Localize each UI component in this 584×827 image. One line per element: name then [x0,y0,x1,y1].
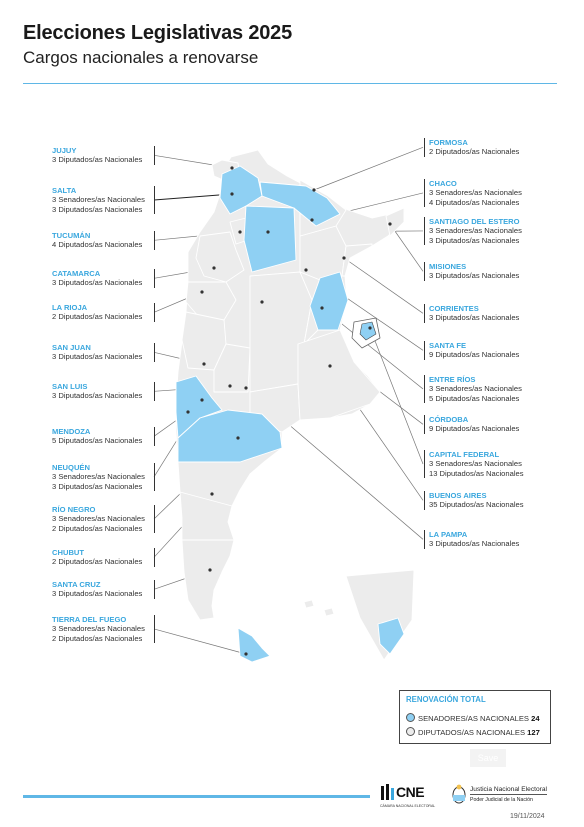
province-seats: 2 Diputados/as Nacionales [52,633,143,643]
province-name: CHUBUT [52,548,85,557]
province-name: JUJUY [52,146,77,155]
province-seats: 3 Diputados/as Nacionales [52,278,143,288]
province-seats: 3 Senadores/as Nacionales [429,188,522,198]
province-label-formosa [424,138,519,157]
province-marker-santa-fe [304,268,307,271]
province-marker-misiones [388,222,391,225]
province-marker-la-pampa [244,386,247,389]
province-label-corrientes [424,304,519,323]
cne-mark-icon [380,784,396,802]
islands-malvinas [304,600,314,608]
legend-senators-total: 24 [531,714,540,723]
province-label-buenos-aires [424,491,524,510]
province-seats: 3 Diputados/as Nacionales [52,589,143,599]
province-seats: 3 Senadores/as Nacionales [52,195,145,205]
province-marker-formosa [312,188,315,191]
footer-date: 19/11/2024 [510,813,545,820]
province-marker-mendoza [186,410,189,413]
province-name: SAN JUAN [52,343,91,352]
legend-title: RENOVACIÓN TOTAL [406,695,486,704]
province-marker-rio-negro [236,436,239,439]
province-seats: 3 Diputados/as Nacionales [52,352,143,362]
province-name: TUCUMÁN [52,231,91,240]
province-name: SAN LUIS [52,382,88,391]
province-name: SANTIAGO DEL ESTERO [429,217,520,226]
province-seats: 4 Diputados/as Nacionales [429,197,520,207]
province-name: MISIONES [429,262,467,271]
province-seats: 3 Senadores/as Nacionales [429,226,522,236]
province-label-la-rioja [52,303,155,322]
province-seats: 3 Diputados/as Nacionales [429,313,520,323]
province-label-entre-rios [424,375,522,403]
footer-divider [23,795,370,798]
province-label-san-luis [52,382,155,401]
province-name: CÓRDOBA [429,415,469,424]
province-marker-salta [230,192,233,195]
province-name: LA PAMPA [429,530,468,539]
province-seats: 13 Diputados/as Nacionales [429,468,524,478]
province-marker-san-luis [228,384,231,387]
coat-of-arms-icon [452,784,466,804]
cne-logo [380,784,436,808]
islands-south [324,608,334,616]
cne-logo-text: CNE [396,784,425,800]
province-shape-tierra-del-fuego [238,628,270,662]
province-name: SALTA [52,186,77,195]
province-seats: 2 Diputados/as Nacionales [52,557,143,567]
province-marker-jujuy [230,166,233,169]
province-marker-tierra-del-fuego [244,652,247,655]
province-label-tierra-del-fuego [52,615,155,643]
jne-line-1: Justicia Nacional Electoral [470,786,547,793]
province-label-santa-cruz [52,580,155,599]
province-label-salta [52,186,155,214]
province-label-jujuy [52,146,155,165]
province-seats: 3 Diputados/as Nacionales [52,391,143,401]
province-label-neuquen [52,463,155,491]
province-marker-corrientes [342,256,345,259]
province-seats: 3 Diputados/as Nacionales [429,539,520,549]
province-label-san-juan [52,343,155,362]
province-name: CAPITAL FEDERAL [429,450,500,459]
province-name: LA RIOJA [52,303,88,312]
province-label-mendoza [52,427,155,446]
province-marker-tucuman [238,230,241,233]
province-marker-la-rioja [200,290,203,293]
province-marker-neuquen [200,398,203,401]
province-shape-santa-cruz [182,540,234,620]
province-marker-santiago-del-estero [266,230,269,233]
province-name: ENTRE RÍOS [429,375,476,384]
province-seats: 9 Diputados/as Nacionales [429,424,520,434]
legend-row-deputies [406,727,540,737]
province-seats: 5 Diputados/as Nacionales [52,436,143,446]
jne-line-2: Poder Judicial de la Nación [470,797,533,803]
province-seats: 4 Diputados/as Nacionales [52,240,143,250]
province-label-la-pampa [424,530,519,549]
province-label-catamarca [52,269,155,288]
province-name: FORMOSA [429,138,468,147]
leader-line-corrientes [344,258,423,313]
page-title: Elecciones Legislativas 2025 [23,22,293,44]
province-label-tucuman [52,231,155,250]
province-label-santiago-del-estero [424,217,522,245]
antarctic-sector [346,570,414,660]
province-seats: 3 Senadores/as Nacionales [52,514,145,524]
province-name: SANTA CRUZ [52,580,101,589]
province-name: SANTA FE [429,341,467,350]
province-seats: 3 Diputados/as Nacionales [52,204,143,214]
province-name: RÍO NEGRO [52,505,96,514]
legend-deputies-total: 127 [527,728,540,737]
province-label-santa-fe [424,341,519,360]
province-seats: 2 Diputados/as Nacionales [52,312,143,322]
province-name: TIERRA DEL FUEGO [52,615,127,624]
province-name: CATAMARCA [52,269,101,278]
cne-caption: CÁMARA NACIONAL ELECTORAL [380,804,436,808]
province-label-capital-federal [424,450,524,478]
province-label-rio-negro [52,505,155,533]
province-label-chubut [52,548,155,567]
province-marker-catamarca [212,266,215,269]
province-label-chaco [424,179,522,207]
province-name: CHACO [429,179,457,188]
province-name: CORRIENTES [429,304,479,313]
province-seats: 35 Diputados/as Nacionales [429,500,524,510]
province-marker-san-juan [202,362,205,365]
province-seats: 3 Senadores/as Nacionales [52,624,145,634]
province-name: MENDOZA [52,427,91,436]
province-seats: 9 Diputados/as Nacionales [429,350,520,360]
province-marker-buenos-aires [328,364,331,367]
province-seats: 2 Diputados/as Nacionales [429,147,520,157]
legend-deputies-label: DIPUTADOS/AS NACIONALES [418,728,526,737]
province-shape-corrientes [342,244,372,276]
leader-line-formosa [314,147,423,190]
province-seats: 3 Senadores/as Nacionales [429,459,522,469]
province-seats: 3 Senadores/as Nacionales [52,472,145,482]
legend-row-senators [406,713,540,723]
legend-swatch-senators [406,713,415,722]
leader-line-tierra-del-fuego [154,629,246,654]
province-seats: 3 Diputados/as Nacionales [429,235,520,245]
save-button[interactable]: Save [470,749,506,767]
legend-senators-label: SENADORES/AS NACIONALES [418,714,529,723]
leader-line-capital-federal [370,328,423,464]
legend-swatch-deputies [406,727,415,736]
province-shape-santiago-del-estero [244,206,296,272]
province-seats: 3 Diputados/as Nacionales [52,481,143,491]
legend-renovacion-total [399,690,551,744]
province-name: NEUQUÉN [52,463,90,472]
province-name: BUENOS AIRES [429,491,487,500]
province-marker-capital-federal [368,326,371,329]
province-seats: 2 Diputados/as Nacionales [52,523,143,533]
province-marker-entre-rios [320,306,323,309]
page-subtitle: Cargos nacionales a renovarse [23,48,259,67]
province-marker-santa-cruz [208,568,211,571]
province-label-misiones [424,262,519,281]
province-marker-cordoba [260,300,263,303]
province-seats: 3 Diputados/as Nacionales [52,155,143,165]
province-seats: 3 Diputados/as Nacionales [429,271,520,281]
jne-logo [452,784,547,809]
province-marker-chubut [210,492,213,495]
province-label-cordoba [424,415,519,434]
province-seats: 5 Diputados/as Nacionales [429,393,520,403]
province-marker-chaco [310,218,313,221]
province-seats: 3 Senadores/as Nacionales [429,384,522,394]
